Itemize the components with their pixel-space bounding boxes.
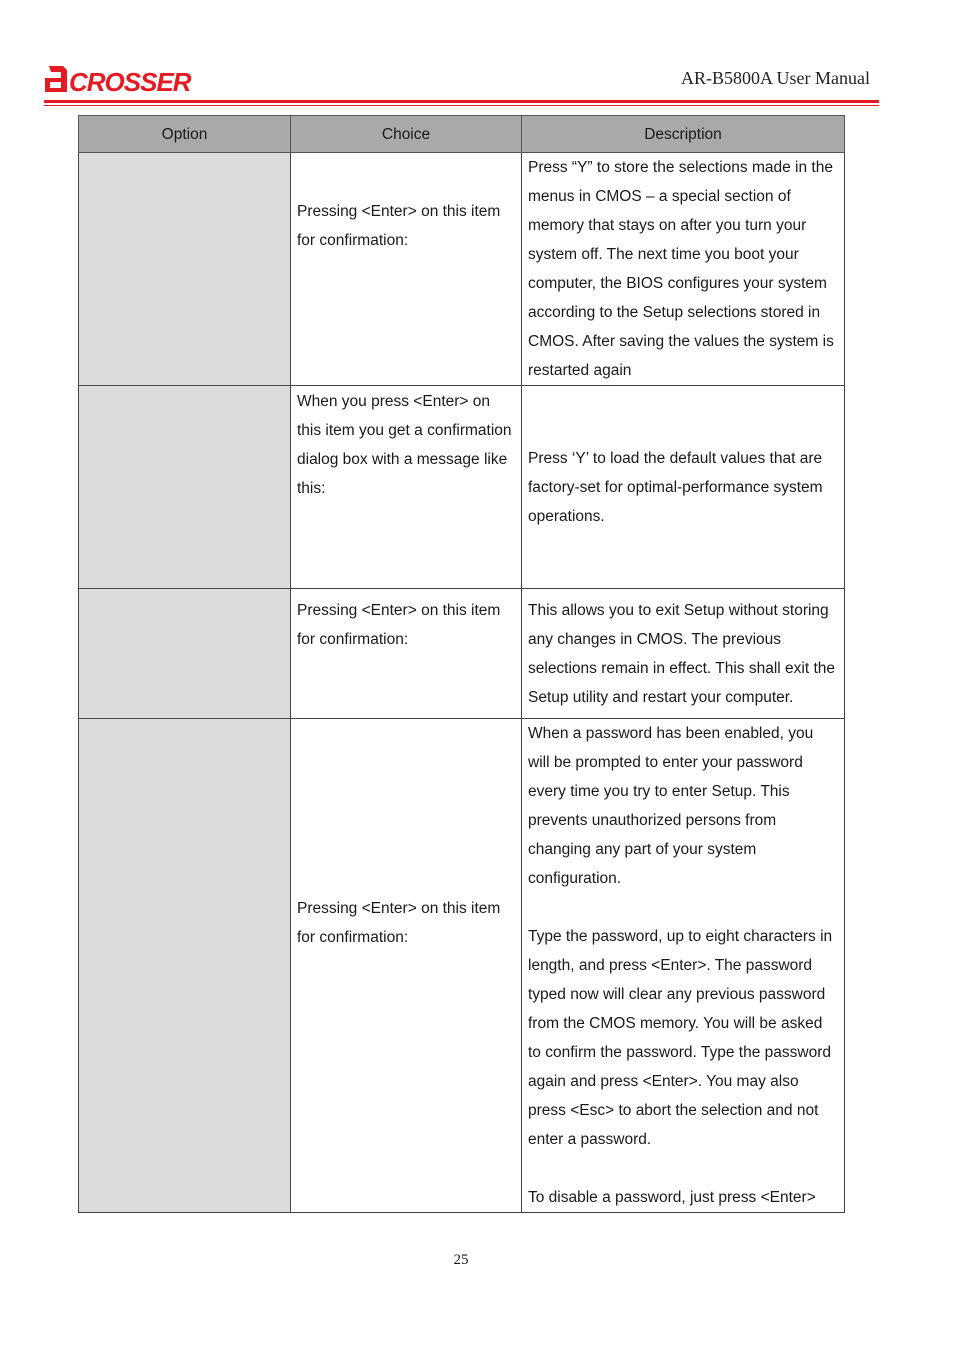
description-paragraph: Type the password, up to eight characters in length, and press <Enter>. The password typed now will clear any previous password from the CMOS memory. You will be asked to confirm the password. Type the password again and press <Enter>. You may also press <Esc> to abort the selection and not enter a password. (528, 928, 833, 1148)
header-rule (44, 100, 879, 103)
table-row (79, 386, 845, 589)
description-paragraph: To disable a password, just press <Enter> (528, 1189, 816, 1206)
header-rule-thin (44, 105, 879, 106)
option-cell (79, 153, 291, 386)
description-cell (522, 153, 845, 386)
description-text: This allows you to exit Setup without storing any changes in CMOS. The previous selections remain in effect. This shall exit the Setup utility and restart your computer. (528, 602, 835, 706)
description-text: Press ‘Y’ to load the default values that are factory-set for optimal-performance system operations. (528, 450, 823, 525)
choice-cell (291, 153, 522, 386)
choice-text: Pressing <Enter> on this item for confirmation: (297, 203, 501, 249)
table-row (79, 153, 845, 386)
description-cell (522, 719, 845, 1213)
column-header-choice: Choice (291, 116, 522, 153)
column-header-option: Option (79, 116, 291, 153)
table-row (79, 719, 845, 1213)
option-cell (79, 589, 291, 719)
choice-text: When you press <Enter> on this item you get a confirmation dialog box with a message like this: (297, 393, 512, 497)
description-text: Press “Y” to store the selections made in the menus in CMOS – a special section of memory that stays on after you turn your system off. The next time you boot your computer, the BIOS configures your system according to the Setup selections stored in CMOS. After saving the values the system is restarted again (528, 159, 834, 379)
column-header-description: Description (522, 116, 845, 153)
svg-text:CROSSER: CROSSER (69, 67, 191, 97)
description-cell (522, 386, 845, 589)
bios-options-table (78, 115, 845, 1213)
choice-cell (291, 719, 522, 1213)
page-number: 25 (453, 1252, 469, 1268)
option-cell (79, 386, 291, 589)
option-cell (79, 719, 291, 1213)
choice-cell (291, 386, 522, 589)
acrosser-logo (43, 62, 203, 98)
description-paragraph: When a password has been enabled, you will be prompted to enter your password every time you try to enter Setup. This prevents unauthorized persons from changing any part of your system configuration. (528, 725, 814, 887)
choice-cell (291, 589, 522, 719)
choice-text: Pressing <Enter> on this item for confirmation: (297, 602, 501, 648)
description-cell (522, 589, 845, 719)
table-header-row (79, 116, 845, 153)
manual-title: AR-B5800A User Manual (681, 68, 870, 88)
choice-text: Pressing <Enter> on this item for confirmation: (297, 900, 501, 946)
table-row (79, 589, 845, 719)
